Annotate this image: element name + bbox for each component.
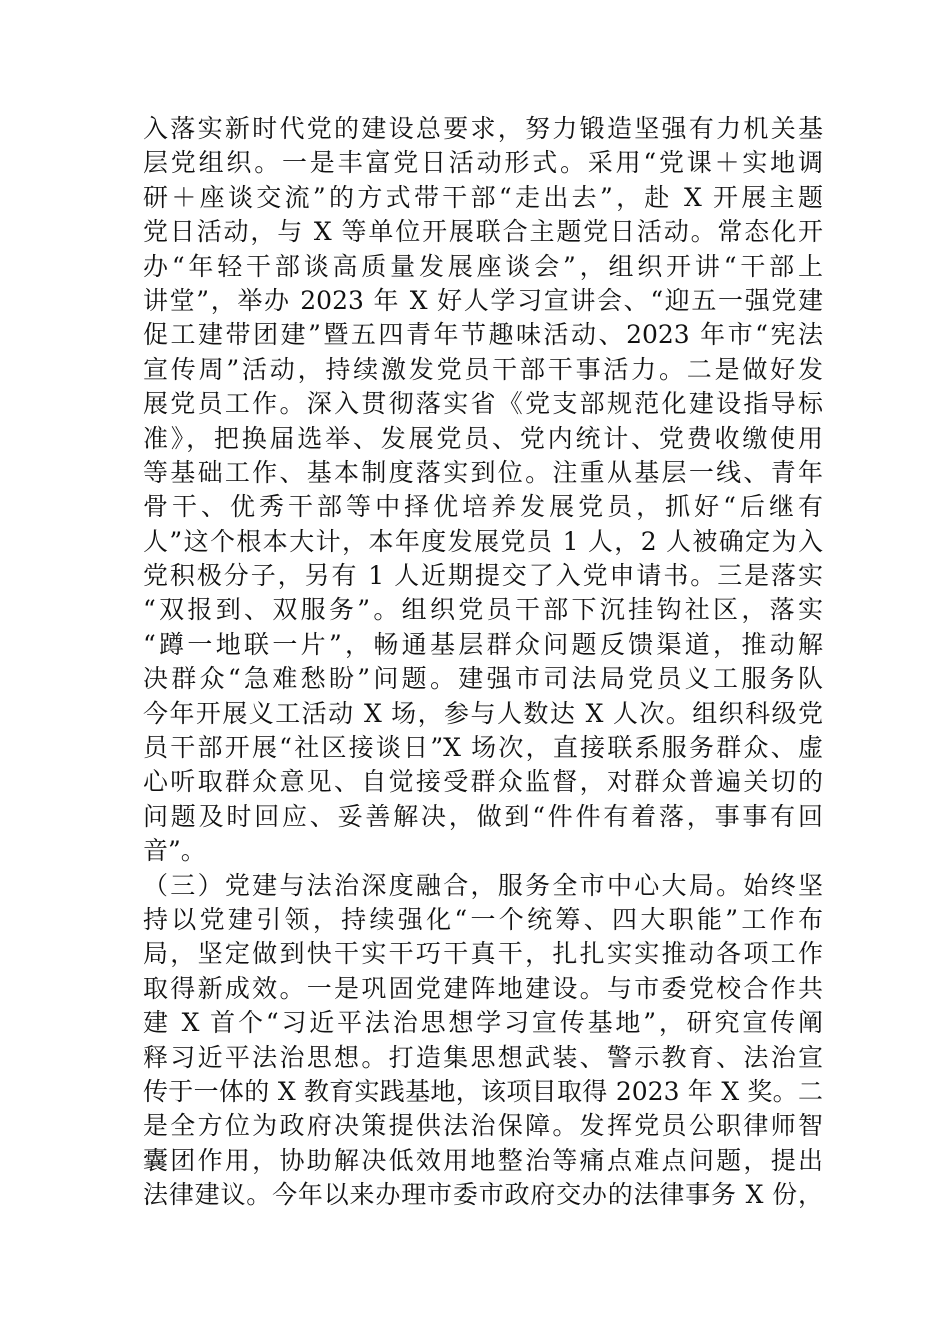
text-line: 员干部开展“社区接谈日”X 场次，直接联系服务群众、虚 <box>143 733 823 763</box>
text-line: 囊团作用，协助解决低效用地整治等痛点难点问题，提出 <box>143 1145 823 1175</box>
body-text <box>143 112 823 1213</box>
text-line: 音”。 <box>143 836 206 866</box>
text-line: 层党组织。一是丰富党日活动形式。采用“党课＋实地调 <box>143 148 823 178</box>
text-line: 传于一体的 X 教育实践基地，该项目取得 2023 年 X 奖。二 <box>143 1076 823 1106</box>
text-line: 促工建带团建”暨五四青年节趣味活动、2023 年市“宪法 <box>143 320 823 350</box>
text-line: 是全方位为政府决策提供法治保障。发挥党员公职律师智 <box>143 1111 823 1141</box>
text-line: 入落实新时代党的建设总要求，努力锻造坚强有力机关基 <box>143 114 823 143</box>
text-line: 党积极分子，另有 1 人近期提交了入党申请书。三是落实 <box>143 561 823 591</box>
text-line: 释习近平法治思想。打造集思想武装、警示教育、法治宣 <box>143 1042 823 1072</box>
text-line: 准》，把换届选举、发展党员、党内统计、党费收缴使用 <box>143 423 823 453</box>
text-line: 宣传周”活动，持续激发党员干部干事活力。二是做好发 <box>143 354 823 384</box>
text-line: “蹲一地联一片”，畅通基层群众问题反馈渠道，推动解 <box>143 629 823 659</box>
text-line: 心听取群众意见、自觉接受群众监督，对群众普遍关切的 <box>143 767 823 797</box>
text-line: 展党员工作。深入贯彻落实省《党支部规范化建设指导标 <box>143 389 823 419</box>
text-line: （三）党建与法治深度融合，服务全市中心大局。始终坚 <box>143 870 823 900</box>
text-line: 法律建议。今年以来办理市委市政府交办的法律事务 X 份， <box>143 1180 823 1210</box>
text-line: 决群众“急难愁盼”问题。建强市司法局党员义工服务队 <box>143 664 823 694</box>
text-line: 今年开展义工活动 X 场，参与人数达 X 人次。组织科级党 <box>143 698 823 728</box>
text-line: “双报到、双服务”。组织党员干部下沉挂钩社区，落实 <box>143 595 823 625</box>
text-line: 取得新成效。一是巩固党建阵地建设。与市委党校合作共 <box>143 973 823 1003</box>
text-line: 局，坚定做到快干实干巧干真干，扎扎实实推动各项工作 <box>143 939 823 969</box>
text-line: 等基础工作、基本制度落实到位。注重从基层一线、青年 <box>143 457 823 487</box>
text-line: 研＋座谈交流”的方式带干部“走出去”，赴 X 开展主题 <box>143 182 823 212</box>
text-line: 持以党建引领，持续强化“一个统筹、四大职能”工作布 <box>143 904 823 934</box>
text-line: 问题及时回应、妥善解决，做到“件件有着落，事事有回 <box>143 801 823 831</box>
text-line: 骨干、优秀干部等中择优培养发展党员，抓好“后继有 <box>143 492 823 522</box>
text-line: 办“年轻干部谈高质量发展座谈会”，组织开讲“干部上 <box>143 251 823 281</box>
text-line: 讲堂”，举办 2023 年 X 好人学习宣讲会、“迎五一强党建 <box>143 285 823 315</box>
text-line: 建 X 首个“习近平法治思想学习宣传基地”，研究宣传阐 <box>143 1008 823 1038</box>
text-line: 党日活动，与 X 等单位开展联合主题党日活动。常态化开 <box>143 217 823 247</box>
text-line: 人”这个根本大计，本年度发展党员 1 人，2 人被确定为入 <box>143 526 823 556</box>
